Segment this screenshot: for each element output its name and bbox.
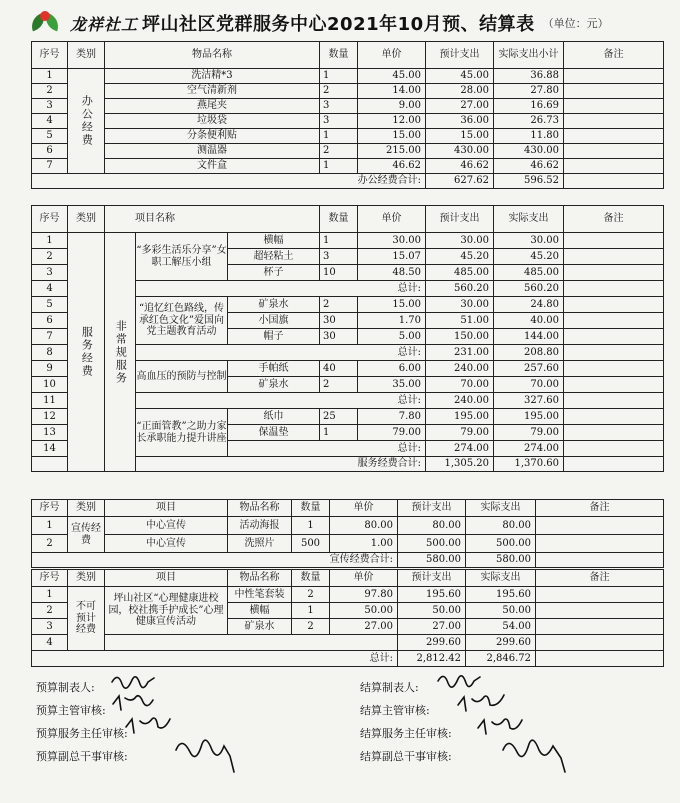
row-number: 2 bbox=[32, 535, 68, 553]
budget-service-director-label: 预算服务主任审核: bbox=[36, 727, 128, 740]
estimated-cost: 50.00 bbox=[398, 603, 466, 619]
estimated-cost: 70.00 bbox=[426, 377, 494, 393]
item-name: 空气清新剂 bbox=[105, 84, 320, 99]
row-number: 7 bbox=[32, 159, 68, 174]
quantity: 25 bbox=[320, 409, 358, 425]
item-name: 矿泉水 bbox=[228, 377, 320, 393]
estimated-cost: 45.20 bbox=[426, 249, 494, 265]
col-header: 预计支出 bbox=[426, 42, 494, 69]
unit-price: 35.00 bbox=[358, 377, 426, 393]
actual-cost: 195.00 bbox=[494, 409, 564, 425]
col-header: 实际支出小计 bbox=[494, 42, 564, 69]
total-label: 总计: bbox=[136, 345, 426, 361]
item-name: 测温器 bbox=[105, 144, 320, 159]
unit-price: 45.00 bbox=[358, 69, 426, 84]
row-number: 2 bbox=[32, 249, 68, 265]
estimated-cost: 27.00 bbox=[426, 99, 494, 114]
total-label: 总计: bbox=[228, 441, 426, 457]
quantity: 1 bbox=[320, 425, 358, 441]
subtotal-estimated: 580.00 bbox=[398, 553, 466, 568]
subtotal-estimated: 1,305.20 bbox=[426, 457, 494, 472]
actual-cost: 54.00 bbox=[466, 619, 536, 635]
category-label: 服务经费 bbox=[80, 326, 94, 378]
item-name: 杯子 bbox=[228, 265, 320, 281]
row-number: 1 bbox=[32, 587, 68, 603]
estimated-cost: 150.00 bbox=[426, 329, 494, 345]
unit-price: 9.00 bbox=[358, 99, 426, 114]
subtotal-actual: 299.60 bbox=[466, 635, 536, 651]
subtotal-actual: 596.52 bbox=[494, 174, 564, 189]
col-header: 物品名称 bbox=[228, 500, 292, 517]
unit-price: 15.00 bbox=[358, 297, 426, 313]
col-header: 物品名称 bbox=[228, 570, 292, 587]
row-number: 6 bbox=[32, 144, 68, 159]
grand-total-actual: 2,846.72 bbox=[466, 651, 536, 667]
estimated-cost: 46.62 bbox=[426, 159, 494, 174]
unit-price: 15.00 bbox=[358, 129, 426, 144]
estimated-cost: 45.00 bbox=[426, 69, 494, 84]
total-estimated: 560.20 bbox=[426, 281, 494, 297]
unit-price: 12.00 bbox=[358, 114, 426, 129]
quantity: 1 bbox=[320, 129, 358, 144]
quantity: 2 bbox=[292, 587, 330, 603]
row-number: 4 bbox=[32, 114, 68, 129]
quantity: 2 bbox=[320, 84, 358, 99]
col-header: 物品名称 bbox=[105, 42, 320, 69]
row-number: 1 bbox=[32, 233, 68, 249]
quantity: 1 bbox=[320, 233, 358, 249]
unit-price: 7.80 bbox=[358, 409, 426, 425]
project-name: 中心宣传 bbox=[105, 535, 228, 553]
actual-cost: 70.00 bbox=[494, 377, 564, 393]
actual-cost: 45.20 bbox=[494, 249, 564, 265]
quantity: 30 bbox=[320, 313, 358, 329]
col-header: 备注 bbox=[564, 206, 664, 233]
estimated-cost: 485.00 bbox=[426, 265, 494, 281]
row-number: 9 bbox=[32, 361, 68, 377]
item-name: 纸巾 bbox=[228, 409, 320, 425]
estimated-cost: 80.00 bbox=[398, 517, 466, 535]
grand-total-estimated: 2,812.42 bbox=[398, 651, 466, 667]
col-header: 类别 bbox=[68, 500, 105, 517]
subtotal-estimated: 299.60 bbox=[398, 635, 466, 651]
signature-scribble bbox=[126, 718, 170, 733]
col-header: 单价 bbox=[358, 42, 426, 69]
logo-text: 龙祥社工 bbox=[70, 14, 139, 34]
unit-price: 15.07 bbox=[358, 249, 426, 265]
estimated-cost: 500.00 bbox=[398, 535, 466, 553]
actual-cost: 500.00 bbox=[466, 535, 536, 553]
subtotal-label: 宣传经费合计: bbox=[32, 553, 398, 568]
row-number: 5 bbox=[32, 129, 68, 144]
col-header: 单价 bbox=[358, 206, 426, 233]
row-number: 12 bbox=[32, 409, 68, 425]
total-estimated: 231.00 bbox=[426, 345, 494, 361]
col-header: 序号 bbox=[32, 42, 68, 69]
unit-price: 97.80 bbox=[330, 587, 398, 603]
row-number: 1 bbox=[32, 69, 68, 84]
category-label: 办公经费 bbox=[80, 95, 94, 147]
item-name: 分条便利贴 bbox=[105, 129, 320, 144]
quantity: 40 bbox=[320, 361, 358, 377]
settlement-service-director-label: 结算服务主任审核: bbox=[360, 727, 452, 740]
settlement-preparer-label: 结算制表人: bbox=[360, 681, 419, 694]
unit-price: 50.00 bbox=[330, 603, 398, 619]
quantity: 30 bbox=[320, 329, 358, 345]
col-header: 项目名称 bbox=[105, 206, 320, 233]
unit-note: （单位：元） bbox=[542, 17, 609, 30]
actual-cost: 46.62 bbox=[494, 159, 564, 174]
col-header: 类别 bbox=[68, 42, 105, 69]
budget-deputy-director-label: 预算副总干事审核: bbox=[36, 750, 128, 763]
col-header: 预计支出 bbox=[426, 206, 494, 233]
project-name: “多彩生活乐分享”女职工解压小组 bbox=[136, 233, 228, 281]
signature-scribble bbox=[113, 696, 153, 710]
actual-cost: 50.00 bbox=[466, 603, 536, 619]
project-name: 中心宣传 bbox=[105, 517, 228, 535]
col-header: 项目 bbox=[105, 570, 228, 587]
col-header: 数量 bbox=[320, 206, 358, 233]
col-header: 数量 bbox=[320, 42, 358, 69]
signature-scribble bbox=[176, 740, 234, 772]
signature-scribble bbox=[458, 695, 504, 711]
row-number: 5 bbox=[32, 297, 68, 313]
actual-cost: 430.00 bbox=[494, 144, 564, 159]
quantity: 500 bbox=[292, 535, 330, 553]
project-name: 高血压的预防与控制 bbox=[136, 361, 228, 393]
unit-price: 1.70 bbox=[358, 313, 426, 329]
subtotal-label: 办公经费合计: bbox=[32, 174, 426, 189]
item-name: 帽子 bbox=[228, 329, 320, 345]
category-label: 宣传经费 bbox=[68, 517, 105, 553]
unit-price: 30.00 bbox=[358, 233, 426, 249]
row-number: 6 bbox=[32, 313, 68, 329]
row-number: 2 bbox=[32, 84, 68, 99]
col-header: 数量 bbox=[292, 500, 330, 517]
row-number: 13 bbox=[32, 425, 68, 441]
estimated-cost: 430.00 bbox=[426, 144, 494, 159]
estimated-cost: 240.00 bbox=[426, 361, 494, 377]
actual-cost: 30.00 bbox=[494, 233, 564, 249]
estimated-cost: 28.00 bbox=[426, 84, 494, 99]
actual-cost: 24.80 bbox=[494, 297, 564, 313]
row-number: 4 bbox=[32, 635, 68, 651]
item-name: 中性笔套装 bbox=[228, 587, 292, 603]
total-actual: 327.60 bbox=[494, 393, 564, 409]
actual-cost: 27.80 bbox=[494, 84, 564, 99]
item-name: 保温垫 bbox=[228, 425, 320, 441]
col-header: 数量 bbox=[292, 570, 330, 587]
quantity: 2 bbox=[292, 619, 330, 635]
quantity: 2 bbox=[320, 297, 358, 313]
col-header: 实际支出 bbox=[494, 206, 564, 233]
estimated-cost: 195.00 bbox=[426, 409, 494, 425]
unit-price: 27.00 bbox=[330, 619, 398, 635]
actual-cost: 36.88 bbox=[494, 69, 564, 84]
estimated-cost: 36.00 bbox=[426, 114, 494, 129]
total-label: 总计: bbox=[136, 393, 426, 409]
item-name: 燕尾夹 bbox=[105, 99, 320, 114]
col-header: 预计支出 bbox=[398, 500, 466, 517]
item-name: 横幅 bbox=[228, 233, 320, 249]
quantity: 10 bbox=[320, 265, 358, 281]
actual-cost: 485.00 bbox=[494, 265, 564, 281]
actual-cost: 195.60 bbox=[466, 587, 536, 603]
total-actual: 274.00 bbox=[494, 441, 564, 457]
item-name: 矿泉水 bbox=[228, 297, 320, 313]
col-header: 序号 bbox=[32, 570, 68, 587]
subcategory-label: 非常规服务 bbox=[114, 319, 128, 385]
item-name: 文件盒 bbox=[105, 159, 320, 174]
unit-price: 1.00 bbox=[330, 535, 398, 553]
quantity: 3 bbox=[320, 99, 358, 114]
item-name: 矿泉水 bbox=[228, 619, 292, 635]
quantity: 3 bbox=[320, 114, 358, 129]
signature-scribble bbox=[478, 719, 522, 734]
col-header: 备注 bbox=[564, 42, 664, 69]
col-header: 实际支出 bbox=[466, 570, 536, 587]
total-actual: 208.80 bbox=[494, 345, 564, 361]
unit-price: 6.00 bbox=[358, 361, 426, 377]
budget-preparer-label: 预算制表人: bbox=[36, 681, 95, 694]
item-name: 小国旗 bbox=[228, 313, 320, 329]
col-header: 备注 bbox=[536, 570, 664, 587]
grand-total-label: 总计: bbox=[32, 651, 398, 667]
row-number: 2 bbox=[32, 603, 68, 619]
item-name: 横幅 bbox=[228, 603, 292, 619]
project-name: “追忆红色路线，传承红色文化”爱国向党主题教育活动 bbox=[136, 297, 228, 345]
row-number: 10 bbox=[32, 377, 68, 393]
col-header: 预计支出 bbox=[398, 570, 466, 587]
subtotal-actual: 580.00 bbox=[466, 553, 536, 568]
row-number: 11 bbox=[32, 393, 68, 409]
total-actual: 560.20 bbox=[494, 281, 564, 297]
col-header: 实际支出 bbox=[466, 500, 536, 517]
unit-price: 215.00 bbox=[358, 144, 426, 159]
col-header: 序号 bbox=[32, 500, 68, 517]
col-header: 单价 bbox=[330, 500, 398, 517]
signature-scribble bbox=[112, 677, 154, 688]
item-name: 活动海报 bbox=[228, 517, 292, 535]
row-number: 14 bbox=[32, 441, 68, 457]
quantity: 1 bbox=[320, 69, 358, 84]
row-number: 3 bbox=[32, 99, 68, 114]
actual-cost: 40.00 bbox=[494, 313, 564, 329]
actual-cost: 16.69 bbox=[494, 99, 564, 114]
total-estimated: 240.00 bbox=[426, 393, 494, 409]
category-label: 不可预计经费 bbox=[76, 601, 96, 636]
total-estimated: 274.00 bbox=[426, 441, 494, 457]
row-number: 4 bbox=[32, 281, 68, 297]
item-name: 垃圾袋 bbox=[105, 114, 320, 129]
unit-price: 5.00 bbox=[358, 329, 426, 345]
actual-cost: 26.73 bbox=[494, 114, 564, 129]
col-header: 单价 bbox=[330, 570, 398, 587]
unit-price: 46.62 bbox=[358, 159, 426, 174]
subtotal-estimated: 627.62 bbox=[426, 174, 494, 189]
quantity: 1 bbox=[320, 159, 358, 174]
estimated-cost: 15.00 bbox=[426, 129, 494, 144]
unit-price: 80.00 bbox=[330, 517, 398, 535]
actual-cost: 257.60 bbox=[494, 361, 564, 377]
row-number: 3 bbox=[32, 619, 68, 635]
estimated-cost: 27.00 bbox=[398, 619, 466, 635]
actual-cost: 79.00 bbox=[494, 425, 564, 441]
row-number: 1 bbox=[32, 517, 68, 535]
unit-price: 79.00 bbox=[358, 425, 426, 441]
unit-price: 14.00 bbox=[358, 84, 426, 99]
col-header: 备注 bbox=[536, 500, 664, 517]
estimated-cost: 30.00 bbox=[426, 297, 494, 313]
estimated-cost: 30.00 bbox=[426, 233, 494, 249]
actual-cost: 11.80 bbox=[494, 129, 564, 144]
row-number: 3 bbox=[32, 265, 68, 281]
item-name: 洗洁精*3 bbox=[105, 69, 320, 84]
signature-scribble bbox=[438, 676, 480, 687]
document-title: 坪山社区党群服务中心2021年10月预、结算表 bbox=[142, 14, 535, 35]
col-header: 类别 bbox=[68, 206, 105, 233]
col-header: 序号 bbox=[32, 206, 68, 233]
actual-cost: 80.00 bbox=[466, 517, 536, 535]
quantity: 3 bbox=[320, 249, 358, 265]
subtotal-label: 服务经费合计: bbox=[32, 457, 426, 472]
unit-price: 48.50 bbox=[358, 265, 426, 281]
item-name: 手帕纸 bbox=[228, 361, 320, 377]
actual-cost: 144.00 bbox=[494, 329, 564, 345]
row-number: 7 bbox=[32, 329, 68, 345]
project-name: 坪山社区“心理健康进校园，校社携手护成长”心理健康宣传活动 bbox=[105, 587, 228, 635]
col-header: 类别 bbox=[68, 570, 105, 587]
subtotal-actual: 1,370.60 bbox=[494, 457, 564, 472]
quantity: 2 bbox=[320, 377, 358, 393]
settlement-deputy-director-label: 结算副总干事审核: bbox=[360, 750, 452, 763]
quantity: 1 bbox=[292, 517, 330, 535]
estimated-cost: 51.00 bbox=[426, 313, 494, 329]
quantity: 2 bbox=[320, 144, 358, 159]
col-header: 项目 bbox=[105, 500, 228, 517]
item-name: 洗照片 bbox=[228, 535, 292, 553]
total-label: 总计: bbox=[136, 281, 426, 297]
row-number: 8 bbox=[32, 345, 68, 361]
settlement-supervisor-label: 结算主管审核: bbox=[360, 704, 430, 717]
item-name: 超轻粘土 bbox=[228, 249, 320, 265]
project-name: “正面管教”之助力家长承职能力提升讲座 bbox=[136, 409, 228, 457]
quantity: 1 bbox=[292, 603, 330, 619]
signature-scribble bbox=[503, 740, 565, 772]
budget-supervisor-label: 预算主管审核: bbox=[36, 704, 106, 717]
estimated-cost: 195.60 bbox=[398, 587, 466, 603]
estimated-cost: 79.00 bbox=[426, 425, 494, 441]
